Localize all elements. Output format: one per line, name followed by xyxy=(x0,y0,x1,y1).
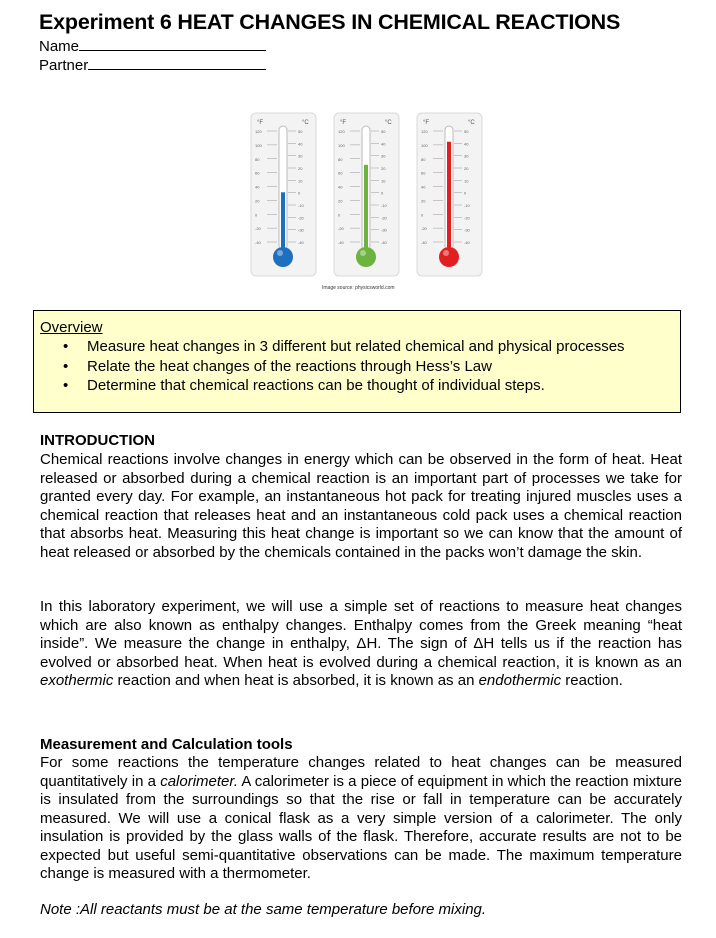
text: For some reactions the temperature changes related to heat changes can be measured quantitatively in a xyxy=(40,754,682,790)
thermometer-cold xyxy=(250,112,317,277)
thermometer-part xyxy=(360,250,366,256)
c-tick-label: 10 xyxy=(381,178,386,184)
c-tick-label: 0 xyxy=(298,190,301,196)
bulb xyxy=(439,247,459,267)
c-tick-label: 50 xyxy=(298,129,303,134)
c-tick-label: 40 xyxy=(298,141,303,147)
c-tick-label: 20 xyxy=(464,166,469,171)
overview-list xyxy=(34,337,625,396)
c-tick-label: -10 xyxy=(464,203,470,208)
f-tick-label: 100 xyxy=(421,142,428,148)
tools-heading: Measurement and Calculation tools xyxy=(40,736,293,753)
tools-paragraph xyxy=(40,754,682,884)
introduction-paragraph-2 xyxy=(40,598,682,691)
introduction-heading: INTRODUCTION xyxy=(40,432,155,449)
f-tick-label: 60 xyxy=(421,170,426,176)
c-tick-label: -20 xyxy=(464,215,470,221)
f-tick-label: -20 xyxy=(255,226,261,232)
c-tick-label: -40 xyxy=(464,240,470,245)
mercury-column xyxy=(364,165,368,252)
text: A calorimeter is a piece of equipment in which the reaction mixture is insulated from the surroundings so that the rise or fall in temperature can be accurately measured. We will use a conical flask as a very simple version of a calorimeter. The only insulation is provided by the glass walls of the flask. Therefore, accurate results are not to be expected but useful semi-quantitative observations can be made. The maximum temperature change is measured with a thermometer. xyxy=(40,772,682,882)
partner-field xyxy=(39,55,266,74)
c-tick-label: -30 xyxy=(298,227,304,233)
f-tick-label: 80 xyxy=(421,156,426,162)
overview-box xyxy=(33,310,681,413)
unit-c: °C xyxy=(302,120,309,126)
f-tick-label: -40 xyxy=(255,240,261,245)
unit-c: °C xyxy=(385,120,392,126)
c-tick-label: -40 xyxy=(298,240,304,245)
c-tick-label: 10 xyxy=(464,178,469,184)
partner-label: Partner xyxy=(39,57,89,74)
c-tick-label: 30 xyxy=(381,153,386,159)
c-tick-label: -10 xyxy=(298,203,304,208)
overview-item-text: Relate the heat changes of the reactions through Hess’s Law xyxy=(87,357,492,375)
thermometer-part xyxy=(443,250,449,256)
thermometer-part xyxy=(277,250,283,256)
c-tick-label: 50 xyxy=(381,129,386,134)
image-caption: Image source: physicsworld.com xyxy=(322,285,395,291)
f-tick-label: 120 xyxy=(421,129,428,134)
unit-f: °F xyxy=(423,120,430,126)
note: Note :All reactants must be at the same temperature before mixing. xyxy=(40,901,487,918)
overview-item-text: Determine that chemical reactions can be thought of individual steps. xyxy=(87,377,545,394)
unit-f: °F xyxy=(257,120,264,126)
name-blank xyxy=(79,36,266,51)
introduction-paragraph-1: Chemical reactions involve changes in energy which can be observed in the form of heat. Heat released or absorbed during a chemical reaction is an important part of processes we take for granted every day. For example, an instantaneous hot pack for treating injured muscles uses a chemical reaction that releases heat and an instantaneous cold pack uses a chemical reaction that absorbs heat. Measuring this heat change is important so we can know that the amount of heat released or absorbed by the chemicals contained in the packs won’t damage the skin. xyxy=(40,451,682,561)
thermometer-warm xyxy=(333,112,400,277)
term-calorimeter: calorimeter. xyxy=(160,772,238,790)
c-tick-label: -10 xyxy=(381,203,387,208)
page-title: Experiment 6 HEAT CHANGES IN CHEMICAL REACTIONS xyxy=(39,10,621,34)
c-tick-label: 30 xyxy=(298,153,303,159)
f-tick-label: 60 xyxy=(255,170,260,176)
name-label: Name xyxy=(39,38,80,55)
f-tick-label: -20 xyxy=(421,226,427,232)
f-tick-label: -40 xyxy=(338,240,344,245)
text: reaction. xyxy=(561,672,623,689)
f-tick-label: 0 xyxy=(338,212,341,218)
unit-f: °F xyxy=(340,120,347,126)
partner-blank xyxy=(88,55,266,70)
f-tick-label: 20 xyxy=(338,198,343,204)
thermometer-hot xyxy=(416,112,483,277)
f-tick-label: 120 xyxy=(255,129,262,134)
c-tick-label: -20 xyxy=(298,215,304,221)
c-tick-label: -30 xyxy=(381,227,387,233)
f-tick-label: 80 xyxy=(338,156,343,162)
term-endothermic: endothermic xyxy=(478,672,562,689)
f-tick-label: 40 xyxy=(255,184,260,190)
f-tick-label: 0 xyxy=(421,212,424,218)
f-tick-label: 100 xyxy=(255,142,262,148)
text: In this laboratory experiment, we will use a simple set of reactions to measure heat changes which are also known as enthalpy changes. Enthalpy comes from the Greek meaning “heat inside”. We measure the change in enthalpy, ΔH. The sign of ΔH tells us if the reaction has evolved or absorbed heat. When heat is evolved during a chemical reaction, it is known as an xyxy=(40,598,682,671)
c-tick-label: 50 xyxy=(464,129,469,134)
f-tick-label: 40 xyxy=(421,184,426,190)
f-tick-label: -20 xyxy=(338,226,344,232)
f-tick-label: 120 xyxy=(338,129,345,134)
overview-item-text: Measure heat changes in 3 different but related chemical and physical processes xyxy=(87,338,625,355)
c-tick-label: 40 xyxy=(381,141,386,147)
name-field xyxy=(39,36,266,55)
c-tick-label: 40 xyxy=(464,141,469,147)
overview-heading: Overview xyxy=(40,319,103,336)
c-tick-label: -20 xyxy=(381,215,387,221)
f-tick-label: 80 xyxy=(255,156,260,162)
f-tick-label: 100 xyxy=(338,142,345,148)
c-tick-label: 0 xyxy=(381,190,384,196)
text: reaction and when heat is absorbed, it is known as an xyxy=(113,672,479,689)
c-tick-label: 20 xyxy=(298,166,303,171)
c-tick-label: -40 xyxy=(381,240,387,245)
f-tick-label: 20 xyxy=(421,198,426,204)
f-tick-label: 20 xyxy=(255,198,260,204)
unit-c: °C xyxy=(468,120,475,126)
term-exothermic: exothermic xyxy=(40,672,114,689)
c-tick-label: 0 xyxy=(464,190,467,196)
f-tick-label: 40 xyxy=(338,184,343,190)
mercury-column xyxy=(281,192,285,252)
f-tick-label: 60 xyxy=(338,170,343,176)
c-tick-label: 20 xyxy=(381,166,386,171)
c-tick-label: 10 xyxy=(298,178,303,184)
f-tick-label: -40 xyxy=(421,240,427,245)
overview-item: • Determine that chemical reactions can be thought of individual steps. xyxy=(63,377,545,394)
overview-item: • Relate the heat changes of the reactions through Hess’s Law xyxy=(63,357,492,375)
c-tick-label: 30 xyxy=(464,153,469,159)
bulb xyxy=(273,247,293,267)
c-tick-label: -30 xyxy=(464,227,470,233)
thermometer-image xyxy=(250,112,490,277)
bulb xyxy=(356,247,376,267)
mercury-column xyxy=(447,142,451,252)
f-tick-label: 0 xyxy=(255,212,258,218)
overview-item: • Measure heat changes in 3 different but related chemical and physical processes xyxy=(63,338,625,355)
